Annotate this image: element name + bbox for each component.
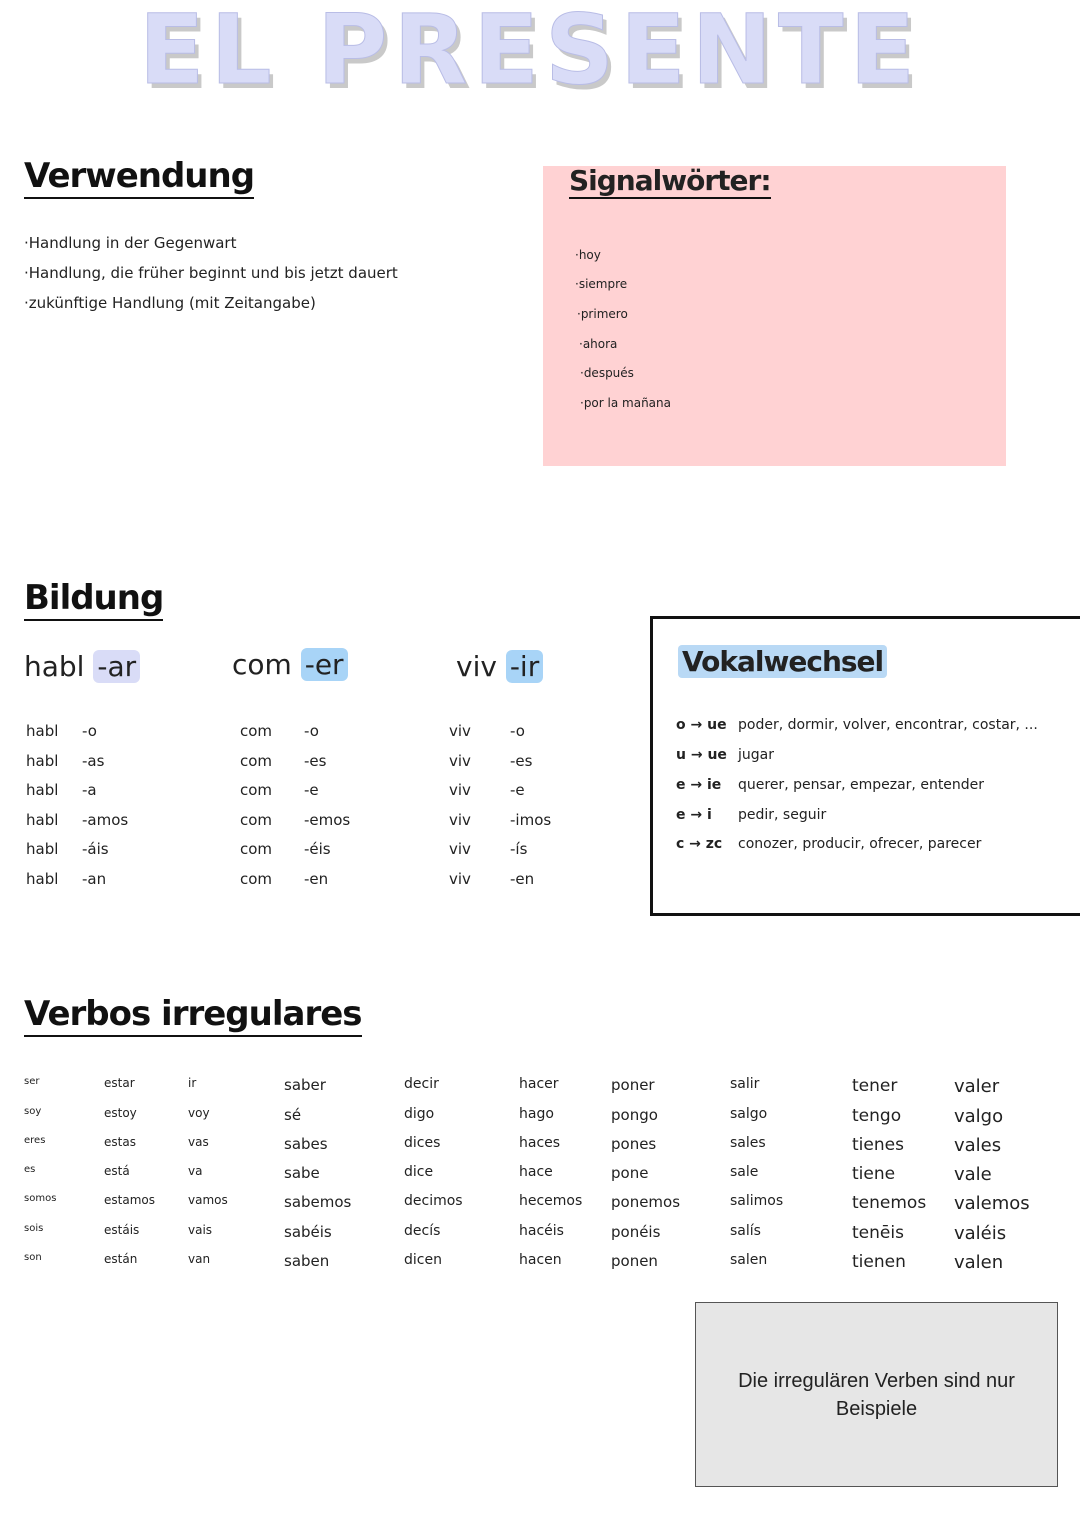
verb-form: decimos — [404, 1193, 463, 1209]
verb-form: somos — [24, 1193, 57, 1204]
verb-infinitive: saber — [284, 1076, 326, 1094]
conjugation-stem: habl — [26, 870, 59, 888]
conjugation-ending: -o — [82, 722, 97, 740]
verwendung-heading: Verwendung — [24, 158, 254, 199]
verb-form: eres — [24, 1135, 46, 1146]
verb-form: sabéis — [284, 1223, 332, 1241]
vowel-change-verbs: pedir, seguir — [738, 807, 827, 823]
conjugation-stem: viv — [449, 722, 471, 740]
verb-form: salís — [730, 1223, 761, 1239]
conjugation-stem: com — [240, 781, 273, 799]
verb-form: sale — [730, 1164, 759, 1180]
verb-form: estamos — [104, 1193, 155, 1207]
note-text: Die irregulären Verben sind nur Beispiele — [738, 1369, 1015, 1420]
conjugation-ending: -amos — [82, 811, 129, 829]
verb-infinitive: tener — [852, 1076, 898, 1096]
verb-form: haces — [519, 1135, 561, 1151]
verb-form: saben — [284, 1252, 330, 1270]
vowel-change-verbs: querer, pensar, empezar, entender — [738, 777, 985, 793]
verb-form: digo — [404, 1106, 435, 1122]
conjugation-stem: habl — [26, 752, 59, 770]
verb-form: van — [188, 1252, 211, 1266]
ar-ending: -ar — [93, 650, 140, 683]
verb-form: soy — [24, 1106, 42, 1117]
verbos-heading: Verbos irregulares — [24, 996, 362, 1037]
er-stem: com — [232, 648, 292, 681]
verb-form: dicen — [404, 1252, 442, 1268]
ar-stem: habl — [24, 650, 85, 683]
conjugation-ending: -a — [82, 781, 97, 799]
verb-form: vas — [188, 1135, 209, 1149]
verb-form: hacen — [519, 1252, 562, 1268]
verb-form: están — [104, 1252, 138, 1266]
vowel-change-verbs: conozer, producir, ofrecer, parecer — [738, 836, 982, 852]
ir-stem: viv — [456, 650, 497, 683]
verb-form: sabe — [284, 1164, 320, 1182]
verb-form: tengo — [852, 1106, 902, 1126]
verb-infinitive: salir — [730, 1076, 760, 1092]
conjugation-ending: -o — [304, 722, 319, 740]
bildung-heading: Bildung — [24, 580, 163, 621]
conjugation-ending: -es — [304, 752, 327, 770]
verb-form: sois — [24, 1223, 44, 1234]
verb-form: dice — [404, 1164, 434, 1180]
verb-form: valen — [954, 1252, 1004, 1273]
verb-infinitive: poner — [611, 1076, 655, 1094]
vowel-change: e → i — [676, 807, 712, 823]
conjugation-ending: -áis — [82, 840, 109, 858]
conjugation-ending: -en — [304, 870, 329, 888]
conjugation-stem: com — [240, 840, 273, 858]
verb-form: hace — [519, 1164, 553, 1180]
note-box — [695, 1302, 1058, 1487]
verb-form: pongo — [611, 1106, 658, 1124]
conjugation-ending: -o — [510, 722, 525, 740]
signalwort-item: ·siempre — [575, 277, 628, 291]
verb-form: vale — [954, 1164, 992, 1185]
signalwort-item: ·hoy — [575, 248, 601, 262]
conjugation-ending: -emos — [304, 811, 351, 829]
conjugation-stem: com — [240, 722, 273, 740]
verb-form: sabes — [284, 1135, 328, 1153]
verb-infinitive: ser — [24, 1076, 40, 1087]
signalwort-item: ·por la mañana — [580, 396, 671, 410]
vowel-change: e → ie — [676, 777, 722, 793]
verb-form: va — [188, 1164, 203, 1178]
ir-ending: -ir — [506, 650, 543, 683]
verb-form: salimos — [730, 1193, 784, 1209]
verb-form: es — [24, 1164, 36, 1175]
vowel-change-verbs: poder, dormir, volver, encontrar, costar, ... — [738, 717, 1038, 733]
conjugation-stem: viv — [449, 811, 471, 829]
verwendung-item: ·zukünftige Handlung (mit Zeitangabe) — [24, 294, 316, 312]
verb-infinitive: valer — [954, 1076, 1000, 1097]
verb-infinitive: decir — [404, 1076, 439, 1092]
verb-form: tenēis — [852, 1223, 904, 1243]
ir-header — [456, 650, 543, 683]
conjugation-ending: -en — [510, 870, 535, 888]
verb-form: valemos — [954, 1193, 1030, 1214]
conjugation-stem: habl — [26, 811, 59, 829]
signalwort-item: ·después — [580, 366, 634, 380]
conjugation-stem: com — [240, 752, 273, 770]
verb-form: valéis — [954, 1223, 1007, 1244]
conjugation-ending: -e — [510, 781, 525, 799]
conjugation-stem: com — [240, 811, 273, 829]
verb-form: ponéis — [611, 1223, 661, 1241]
er-ending: -er — [301, 648, 348, 681]
ar-header — [24, 650, 140, 683]
verb-form: estáis — [104, 1223, 140, 1237]
verb-form: son — [24, 1252, 42, 1263]
page-title: EL PRESENTE — [138, 0, 922, 106]
conjugation-ending: -an — [82, 870, 107, 888]
verb-form: vais — [188, 1223, 213, 1237]
verb-form: ponemos — [611, 1193, 681, 1211]
conjugation-stem: habl — [26, 722, 59, 740]
verwendung-item: ·Handlung, die früher beginnt und bis jetzt dauert — [24, 264, 398, 282]
verb-form: decís — [404, 1223, 441, 1239]
conjugation-ending: -ís — [510, 840, 528, 858]
verb-form: tiene — [852, 1164, 896, 1184]
verb-form: hago — [519, 1106, 554, 1122]
conjugation-ending: -es — [510, 752, 533, 770]
verb-form: dices — [404, 1135, 441, 1151]
conjugation-ending: -as — [82, 752, 105, 770]
verb-form: hacéis — [519, 1223, 564, 1239]
signalwoerter-heading: Signalwörter: — [569, 164, 771, 197]
verb-infinitive: hacer — [519, 1076, 559, 1092]
conjugation-stem: habl — [26, 781, 59, 799]
verb-form: hecemos — [519, 1193, 583, 1209]
signalwort-item: ·ahora — [579, 337, 618, 351]
conjugation-stem: habl — [26, 840, 59, 858]
conjugation-ending: -e — [304, 781, 319, 799]
conjugation-stem: viv — [449, 840, 471, 858]
verb-form: vales — [954, 1135, 1002, 1156]
verb-form: sé — [284, 1106, 302, 1124]
verb-form: valgo — [954, 1106, 1004, 1127]
verb-form: está — [104, 1164, 130, 1178]
verb-infinitive: estar — [104, 1076, 135, 1090]
verb-form: voy — [188, 1106, 210, 1120]
verb-form: vamos — [188, 1193, 228, 1207]
verb-form: sabemos — [284, 1193, 352, 1211]
verwendung-item: ·Handlung in der Gegenwart — [24, 234, 237, 252]
verb-form: tienes — [852, 1135, 904, 1155]
vowel-change: c → zc — [676, 836, 723, 852]
vowel-change-verbs: jugar — [738, 747, 774, 763]
verb-form: ponen — [611, 1252, 658, 1270]
verb-form: estas — [104, 1135, 136, 1149]
vowel-change: o → ue — [676, 717, 727, 733]
verb-infinitive: ir — [188, 1076, 197, 1090]
conjugation-ending: -éis — [304, 840, 331, 858]
verb-form: pone — [611, 1164, 649, 1182]
conjugation-stem: viv — [449, 870, 471, 888]
conjugation-stem: viv — [449, 781, 471, 799]
vokalwechsel-heading: Vokalwechsel — [678, 645, 887, 678]
verb-form: salgo — [730, 1106, 768, 1122]
er-header — [232, 648, 348, 681]
verb-form: estoy — [104, 1106, 137, 1120]
conjugation-ending: -imos — [510, 811, 552, 829]
signalwort-item: ·primero — [577, 307, 628, 321]
verb-form: tienen — [852, 1252, 906, 1272]
verb-form: sales — [730, 1135, 766, 1151]
verb-form: tenemos — [852, 1193, 927, 1213]
verb-form: pones — [611, 1135, 657, 1153]
vowel-change: u → ue — [676, 747, 727, 763]
conjugation-stem: viv — [449, 752, 471, 770]
conjugation-stem: com — [240, 870, 273, 888]
verb-form: salen — [730, 1252, 768, 1268]
